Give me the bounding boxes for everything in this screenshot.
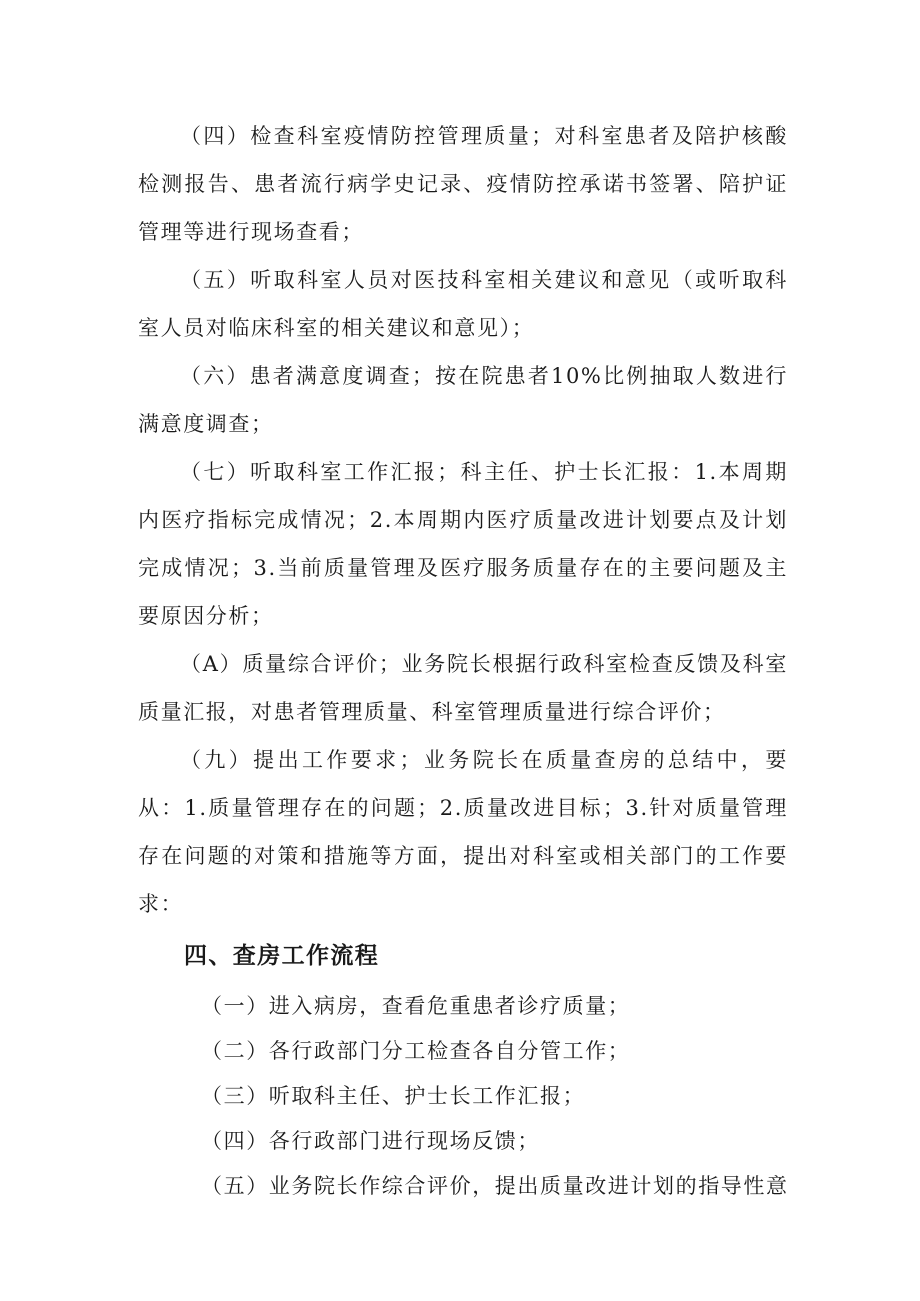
- workflow-step-4: （四）各行政部门进行现场反馈；: [201, 1129, 540, 1153]
- workflow-step-5: （五）业务院长作综合评价，提出质量改进计划的指导性意: [201, 1174, 789, 1198]
- workflow-step-3: （三）听取科主任、护士长工作汇报；: [201, 1084, 586, 1108]
- workflow-step-1: （一）进入病房，查看危重患者诊疗质量；: [201, 994, 631, 1018]
- document-body: [138, 112, 788, 1209]
- workflow-steps: [138, 984, 788, 1209]
- paragraph-item-9: （九）提出工作要求；业务院长在质量查房的总结中，要从：1.质量管理存在的问题；2.质量改进目标；3.针对质量管理存在问题的对策和措施等方面，提出对科室或相关部门的工作要求：: [138, 748, 788, 916]
- section-heading: 四、查房工作流程: [184, 943, 380, 969]
- paragraph-item-6: （六）患者满意度调查；按在院患者10%比例抽取人数进行满意度调查；: [138, 364, 788, 436]
- paragraph-item-8: （A）质量综合评价；业务院长根据行政科室检查反馈及科室质量汇报，对患者管理质量、科室管理质量进行综合评价；: [138, 652, 788, 724]
- paragraph-item-4: （四）检查科室疫情防控管理质量；对科室患者及陪护核酸检测报告、患者流行病学史记录、疫情防控承诺书签署、陪护证管理等进行现场查看；: [138, 124, 788, 244]
- paragraph-item-5: （五）听取科室人员对医技科室相关建议和意见（或听取科室人员对临床科室的相关建议和意见）；: [138, 268, 788, 340]
- paragraph-item-7: （七）听取科室工作汇报；科主任、护士长汇报：1.本周期内医疗指标完成情况；2.本周期内医疗质量改进计划要点及计划完成情况；3.当前质量管理及医疗服务质量存在的主要问题及主要原因分析；: [138, 460, 788, 628]
- workflow-step-2: （二）各行政部门分工检查各自分管工作；: [201, 1039, 631, 1063]
